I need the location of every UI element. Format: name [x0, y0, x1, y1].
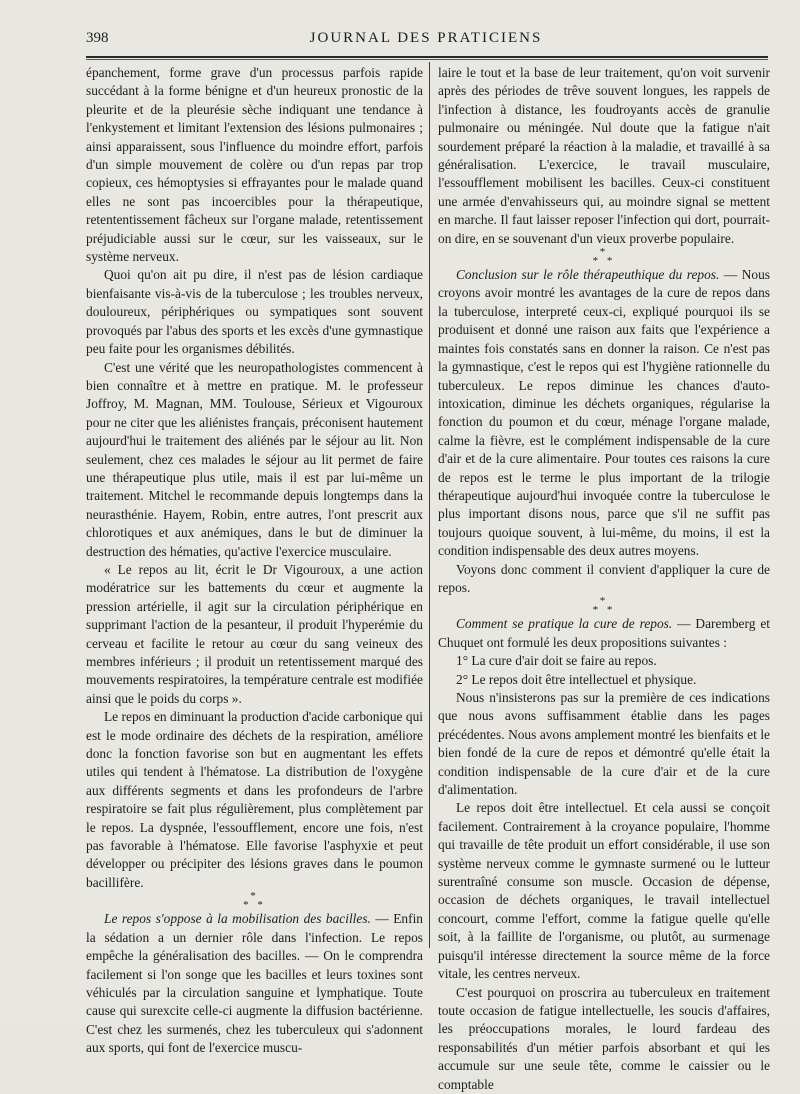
section-text: — Daremberg et Chuquet ont formulé les deux propositions suivantes : — [438, 616, 770, 650]
section-ornament: * * * — [592, 595, 616, 617]
column-divider — [429, 62, 430, 948]
header-rule-thin — [86, 59, 768, 60]
section-title: Le repos s'oppose à la mobilisation des bacilles. — [104, 911, 371, 927]
section-ornament: * * * — [243, 890, 266, 912]
left-column — [86, 64, 423, 1058]
paragraph: C'est pourquoi on proscrira au tuberculeux en traitement toute occasion de fatigue intellectuelle, les soucis d'affaires, les préoccupations morales, le lourd fardeau des responsabilités d'un métier parfois absorbant et qui les accumule sur une seule tête, comme le caissier ou le comptable — [438, 984, 770, 1092]
section-text: — Nous croyons avoir montré les avantages de la cure de repos dans la tuberculose, interpreté ceux-ci, expliqué pourquoi ils se produisent et donné une raison aux faits que l'expérience a maintes fois constatés sans en donner la raison. Ce n'est pas la gymnastique, c'est le repos qui est l'hygiène rationnelle du tuberculeux. Le repos diminue les chances d'auto-intoxication, diminue les déchets organiques, régularise la fonction du poumon et du cœur, ménage l'organe malade, calme la fièvre, est le complément indispensable de la cure d'air et de la cure alimentaire. Pour toutes ces raisons la cure de repos est le terme le plus important de la trilogie thérapeutique aujourd'hui invoquée contre la tuberculose le plus important disons nous, parce que s'il ne suffit pas toujours quoique souvent, à lui-même, du moins, il est la condition indispensable des deux autres moyens. — [438, 267, 770, 559]
section-text: — Enfin la sédation a un dernier rôle dans l'infection. Le repos empêche la généralisation des bacilles. — On le comprendra facilement si l'on songe que les bacilles et leurs toxines sont véhiculés par la circulation sanguine et lymphatique. Toute cause qui surexcite celle-ci augmente la diffusion bactérienne. C'est chez les surmenés, chez les tuberculeux qui s'adonnent aux sports, qui font de l'exercice muscu- — [86, 911, 423, 1056]
paragraph: C'est une vérité que les neuropathologistes commencent à bien connaître et à mettre en pratique. M. le professeur Joffroy, M. Magnan, MM. Toulouse, Sérieux et Vigouroux pour ne citer que les aliénistes français, préconisent hautement aujourd'hui le traitement des aliénés par le séjour au lit. Non seulement, chez ces malades le séjour au lit permet de faire une thérapeutique plus utile, mais il est par lui-même un traitement. Mitchel le recommande depuis longtemps dans la neurasthénie. Hayem, Robin, entre autres, l'ont prescrit aux chlorotiques et aux anémiques, dans le but de diminuer la destruction des hématies, qu'active l'exercice musculaire. — [86, 359, 423, 559]
quote-paragraph: « Le repos au lit, écrit le Dr Vigouroux, a une action modératrice sur les battements du cœur et augmente la pression artérielle, il agit sur la circulation périphérique en supprimant l'action de la pesanteur, il produit l'hyperémie du cerveau et facilite le retour au cœur du sang veineux des membres inférieurs ; il produit un retentissement marqué des mouvements respiratoires, la température centrale est modifiée ainsi que le poids du corps ». — [86, 561, 423, 706]
list-item: 2° Le repos doit être intellectuel et physique. — [456, 671, 697, 687]
section-ornament: * * * — [592, 246, 616, 268]
paragraph: épanchement, forme grave d'un processus parfois rapide succédant à la forme bénigne et d'un heureux pronostic de la pleurite et de la pleurésie sèche indiquant une tendance à l'enkystement et limitant l'extension des lésions pulmonaires ; ainsi apparaissent, sous l'influence du moindre effort, parfois d'un simple mouvement de colère ou d'un repas par trop copieux, ces hémoptysies si effrayantes pour le malade quand elles ne sont pas incoercibles pour la thérapeutique, retententissement fâcheux sur l'organe malade, retentissement préjudiciable aussi sur le cœur, sur les vaisseaux, sur le système nerveux. — [86, 65, 423, 265]
section-paragraph — [86, 910, 423, 1057]
paragraph: laire le tout et la base de leur traitement, qu'on voit survenir après des périodes de trêve souvent longues, les rappels de l'infection à distance, les foudroyants accès de granulie pulmonaire ou méningée. Nul doute que la fatigue n'ait sourdement préparé la réaction à la maladie, et travaillé à sa généralisation. L'exercice, le travail musculaire, l'essoufflement mobilisent les bacilles. Ceux-ci constituent une armée d'envahisseurs qui, au moindre signal se mettent en marche. Il faut laisser reposer l'infection qui dort, pourrait-on dire, en se souvenant d'un vieux proverbe populaire. — [438, 65, 770, 246]
page-number: 398 — [86, 30, 109, 46]
page-header — [86, 30, 766, 52]
paragraph: Le repos en diminuant la production d'acide carbonique qui est le mode ordinaire des déchets de la respiration, améliore donc la fonction favorise son but en augmentant les effets utiles qui tendent à l'hématose. La distribution de l'oxygène aux différents segments et dans les profondeurs de l'arbre respiratoire se fait plus régulièrement, plus complètement par le repos. La dyspnée, l'essoufflement, encore une fois, n'est pas favorable à l'hématose. Elle favorise l'asphyxie et peut développer ou précipiter des lésions graves dans le poumon bacillifère. — [86, 709, 423, 890]
paragraph: Le repos doit être intellectuel. Et cela aussi se conçoit facilement. Contrairement à la croyance populaire, l'homme qui travaille de tête produit un effort considérable, il use son système nerveux comme le gymnaste surmené ou le lutteur surentraîné consume son muscle. Occasion de dépense, occasion de déchets organiques, le travail intellectuel concourt, comme l'effort, comme la fatigue quelle qu'elle soit, à la faillite de l'organisme, ou plutôt, au surmenage puisqu'il intéresse directement la source même de la force vitale, les centres nerveux. — [438, 800, 770, 982]
paragraph: Quoi qu'on ait pu dire, il n'est pas de lésion cardiaque bienfaisante vis-à-vis de la tuberculose ; les troubles nerveux, douloureux, périphériques ou sympatiques sont souvent provoqués par l'abus des sports et les excès d'une gymnastique peu faite pour les organismes débilités. — [86, 267, 423, 357]
list-item: 1° La cure d'air doit se faire au repos. — [456, 653, 657, 669]
paragraph: Voyons donc comment il convient d'appliquer la cure de repos. — [438, 561, 770, 595]
paragraph: Nous n'insisterons pas sur la première de ces indications que nous avons suffisamment établie dans les pages précédentes. Nous avons amplement montré les bienfaits et le bien fondé de la cure de repos et démontré qu'elle était la condition indispensable de la cure d'air et de la cure d'alimentation. — [438, 690, 770, 798]
section-paragraph — [438, 266, 770, 561]
right-column — [438, 64, 770, 1094]
section-paragraph — [438, 615, 770, 652]
section-title: Comment se pratique la cure de repos. — [456, 616, 673, 632]
journal-title: JOURNAL DES PRATICIENS — [309, 30, 543, 46]
section-title: Conclusion sur le rôle thérapeuthique du repos. — [456, 267, 720, 283]
header-rule — [86, 56, 768, 58]
